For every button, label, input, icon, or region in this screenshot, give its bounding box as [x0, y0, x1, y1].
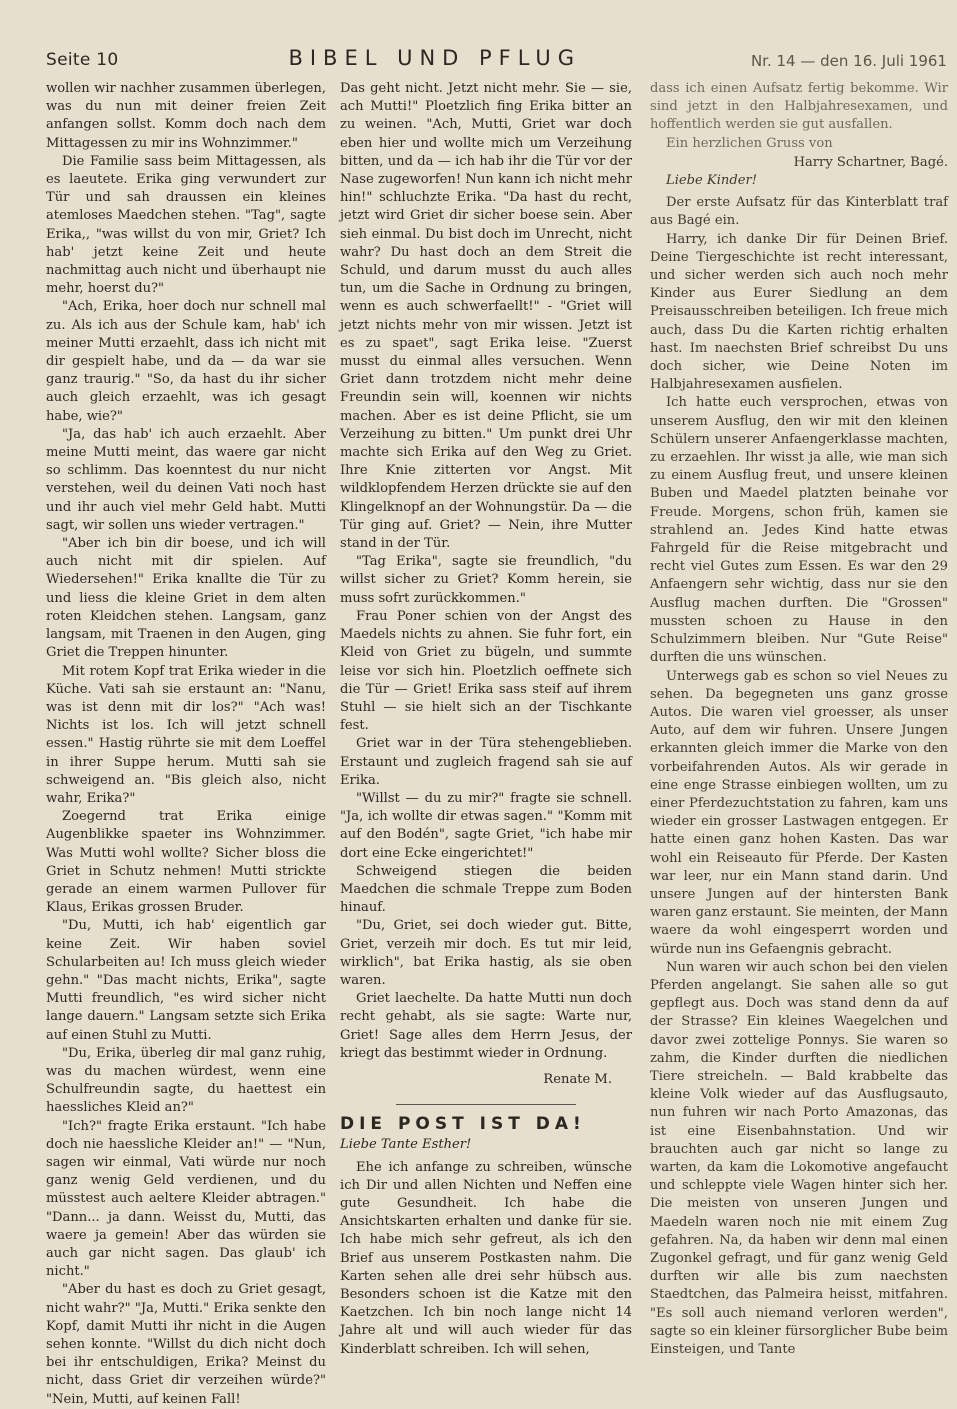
paragraph: Zoegernd trat Erika einige Augenblikke spaeter ins Wohnzimmer. Was Mutti wohl wollte? Sicher bloss die Griet in Schutz nehmen! Mutti strickte gerade an einem warmen Pullover für Klaus, Erikas grossen Bruder. — [46, 809, 326, 916]
paragraph: Griet laechelte. Da hatte Mutti nun doch recht gehabt, als sie sagte: Warte nur, Griet! Sage alles dem Herrn Jesus, der kriegt das bestimmt wieder in Ordnung. — [340, 991, 632, 1061]
column-3 — [650, 80, 948, 1380]
letter-salutation: Liebe Kinder! — [666, 173, 757, 189]
paragraph: "Tag Erika", sagte sie freundlich, "du willst sicher zu Griet? Komm herein, sie muss sofrt zurückkommen." — [340, 554, 632, 606]
paragraph: "Ich?" fragte Erika erstaunt. "Ich habe doch nie haessliche Kleider an!" — "Nun, sagen wir einmal, Vati würde nur noch ganz wenig Geld verdienen, und du müsstest auch aeltere Kleider abtragen." "Dann... ja dann. Weisst du, Mutti, das waere ja gemein! Aber das würden sie auch gar nicht sagen. Das glaub' ich nicht." — [46, 1118, 326, 1280]
publication-title: BIBEL UND PFLUG — [288, 46, 582, 70]
paragraph: "Du, Mutti, ich hab' eigentlich gar keine Zeit. Wir haben soviel Schularbeiten au! Ich muss gleich wieder gehn." "Das macht nichts, Erika", sagte Mutti freundlich, "es wird sicher nicht lange dauern." Langsam setzte sich Erika auf einen Stuhl zu Mutti. — [46, 918, 326, 1043]
paragraph: Schweigend stiegen die beiden Maedchen die schmale Treppe zum Boden hinauf. — [340, 863, 632, 916]
paragraph: dass ich einen Aufsatz fertig bekomme. Wir sind jetzt in den Halbjahresexamen, und hoffentlich werden sie gut ausfallen. — [650, 81, 948, 133]
section-heading: DIE POST IST DA! — [340, 1114, 586, 1135]
paragraph: Ich hatte euch versprochen, etwas von unserem Ausflug, den wir mit den kleinen Schülern unserer Anfaengerklasse machten, zu erzaehlen. Ihr wisst ja alle, wie man sich zu einem Ausflug freut, und unsere kleinen Buben und Maedel platzten beinahe vor Freude. Morgens, schon früh, kamen sie strahlend an. Jedes Kind hatte etwas Fahrgeld für die Reise mitgebracht und recht viel Gutes zum Essen. Es war den 29 Anfaengern sehr wichtig, dass nur sie den Ausflug machen durften. Die "Grossen" mussten schoen zu Hause in den Schulzimmern bleiben. Nur "Gute Reise" durften die uns wünschen. — [650, 395, 948, 666]
paragraph: Mit rotem Kopf trat Erika wieder in die Küche. Vati sah sie erstaunt an: "Nanu, was ist denn mit dir los?" "Ach was! Nichts ist los. Ich will jetzt schnell essen." Hastig rührte sie mit dem Loeffel in ihrer Suppe herum. Mutti sah sie schweigend an. "Bis gleich also, nicht wahr, Erika?" — [46, 663, 326, 806]
paragraph: Nun waren wir auch schon bei den vielen Pferden angelangt. Sie sahen alle so gut gepflegt aus. Doch was stand denn da auf der Strasse? Ein kleines Waegelchen und davor zwei zottelige Ponnys. Sie waren so zahm, die Kinder durften die niedlichen Tiere streicheln. — Bald krabbelte das kleine Volk wieder auf das Ausflugsauto, nun fuhren wir nach Porto Amazonas, das ist eine Eisenbahnstation. Und wir brauchten auch gar nicht so lange zu warten, da kam die Lokomotive angefaucht und schleppte viele Wagen hinter sich her. Die meisten von unseren Jungen und Maedeln waren noch nie mit einem Zug gefahren. Na, da haben wir denn mal einen Zugonkel gefragt, und für ganz wenig Geld durften wir alle bis zum naechsten Staedtchen, das Palmeira heisst, mitfahren. "Es soll auch niemand verloren werden", sagte so ein kleiner fürsorglicher Bube beim Einsteigen, und Tante — [650, 959, 948, 1358]
paragraph: Der erste Aufsatz für das Kinterblatt traf aus Bagé ein. — [650, 195, 948, 229]
paragraph: Die Familie sass beim Mittagessen, als es laeutete. Erika ging verwundert zur Tür und sah draussen ein kleines atemloses Maedchen stehen. "Tag", sagte Erika,, "was willst du von mir, Griet? Ich hab' jetzt keine Zeit und heute nachmittag auch nicht und überhaupt nie mehr, hoerst du?" — [46, 153, 326, 297]
issue-date: Nr. 14 — den 16. Juli 1961 — [750, 52, 947, 70]
page-number: Seite 10 — [46, 50, 119, 70]
paragraph: Unterwegs gab es schon so viel Neues zu sehen. Da begegneten uns ganz grosse Autos. Die waren viel groesser, als unser Auto, auf dem wir fuhren. Unsere Jungen erkannten gleich immer die Marke von den vorbeifahrenden Autos. Als wir gerade in eine enge Strasse einbiegen wollten, um zu einer Pferdezuchtstation zu fahren, kam uns wieder ein grosser Lastwagen entgegen. Er hatte einen ganz hohen Kasten. Das war wohl ein Reiseauto für Pferde. Der Kasten war leer, nur ein Mann stand darin. Und unsere Jungen auf der hintersten Bank waren ganz erstaunt. Sie meinten, der Mann waere da wohl eingesperrt worden und würde nun ins Gefaengnis gebracht. — [650, 668, 948, 957]
column-1 — [46, 80, 326, 1407]
paragraph: Harry, ich danke Dir für Deinen Brief. Deine Tiergeschichte ist recht interessant, und sicher werden sich auch noch mehr Kinder aus Eurer Siedlung an dem Preisausschreiben beteiligen. Ich freue mich auch, dass Du die Karten richtig erhalten hast. Im naechsten Brief schreibst Du uns doch sicher, wie Deine Noten im Halbjahresexamen ausfielen. — [650, 231, 948, 393]
paragraph: "Du, Erika, überleg dir mal ganz ruhig, was du machen würdest, wenn eine Schulfreundin sagte, du haettest ein haessliches Kleid an?" — [46, 1045, 326, 1116]
paragraph: wollen wir nachher zusammen überlegen, was du nun mit deiner freien Zeit anfangen sollst. Komm doch nach dem Mittagessen zu mir ins Wohnzimmer." — [46, 81, 326, 151]
story-signature: Renate M. — [543, 1071, 612, 1087]
page-header — [46, 36, 947, 70]
paragraph: "Ja, das hab' ich auch erzaehlt. Aber meine Mutti meint, das waere gar nicht so schlimm. Das koenntest du nur nicht verstehen, weil du deinen Vati noch hast und ihr auch viel mehr Geld habt. Mutti sagt, wir sollen uns wieder vertragen." — [46, 426, 326, 533]
letter-closing: Ein herzlichen Gruss von — [666, 135, 833, 151]
paragraph: Griet war in der Türa stehengeblieben. Erstaunt und zugleich fragend sah sie auf Erika. — [340, 736, 632, 788]
letter-author: Harry Schartner, Bagé. — [793, 154, 948, 170]
paragraph: "Ach, Erika, hoer doch nur schnell mal zu. Als ich aus der Schule kam, hab' ich meiner Mutti erzaehlt, dass ich nicht mit dir gespielt habe, und da — da war sie ganz traurig." "So, da hast du ihr sicher auch gleich erzaehlt, was ich gesagt habe, wie?" — [46, 299, 326, 424]
letter-salutation: Liebe Tante Esther! — [340, 1137, 472, 1153]
column-2 — [340, 80, 632, 1380]
paragraph: "Du, Griet, sei doch wieder gut. Bitte, Griet, verzeih mir doch. Es tut mir leid, wirklich", bat Erika hastig, als sie oben waren. — [340, 918, 632, 988]
paragraph: Ehe ich anfange zu schreiben, wünsche ich Dir und allen Nichten und Neffen eine gute Gesundheit. Ich habe die Ansichtskarten erhalten und danke für sie. Ich habe mich sehr gefreut, als ich den Brief aus unserem Postkasten nahm. Die Karten sehen alle drei sehr hübsch aus. Besonders schoen ist die Katze mit den Kaetzchen. Ich bin noch lange nicht 14 Jahre alt und will auch wieder für das Kinderblatt schreiben. Ich will sehen, — [340, 1159, 632, 1357]
paragraph: "Willst — du zu mir?" fragte sie schnell. "Ja, ich wollte dir etwas sagen." "Komm mit auf den Bodén", sagte Griet, "ich habe mir dort eine Ecke eingerichtet!" — [340, 790, 632, 861]
paragraph: "Aber ich bin dir boese, und ich will auch nicht mit dir spielen. Auf Wiedersehen!" Erika knallte die Tür zu und liess die kleine Griet in dem alten roten Kleidchen stehen. Langsam, ganz langsam, mit Traenen in den Augen, ging Griet die Treppen hinunter. — [46, 536, 326, 661]
paragraph: "Aber du hast es doch zu Griet gesagt, nicht wahr?" "Ja, Mutti." Erika senkte den Kopf, damit Mutti ihr nicht in die Augen sehen konnte. "Willst du dich nicht doch bei ihr entschuldigen, Erika? Meinst du nicht, dass Griet dir verzeihen würde?" "Nein, Mutti, auf keinen Fall! — [46, 1282, 326, 1407]
paragraph: Frau Poner schien von der Angst des Maedels nichts zu ahnen. Sie fuhr fort, ein Kleid von Griet zu bügeln, und summte leise vor sich hin. Ploetzlich oeffnete sich die Tür — Griet! Erika sass steif auf ihrem Stuhl — sie hielt sich an der Tischkante fest. — [340, 608, 632, 734]
paragraph: Das geht nicht. Jetzt nicht mehr. Sie — sie, ach Mutti!" Ploetzlich fing Erika bitter an zu weinen. "Ach, Mutti, Griet war doch eben hier und wollte mich um Verzeihung bitten, und da — ich hab ihr die Tür vor der Nase zugeworfen! Nun kann ich nicht mehr hin!" schluchzte Erika. "Da hast du recht, jetzt wird Griet dir sicher boese sein. Aber sieh einmal. Du bist doch im Unrecht, nicht wahr? Du hast doch an dem Streit die Schuld, und darum musst du auch alles tun, um die Sache in Ordnung zu bringen, wenn es auch schwerfaellt!" - "Griet will jetzt nichts mehr von mir wissen. Jetzt ist es zu spaet", sagt Erika leise. "Zuerst musst du einmal alles versuchen. Wenn Griet dann trotzdem nicht mehr deine Freundin sein will, koennen wir nichts machen. Aber es ist deine Pflicht, sie um Verzeihung zu bitten." Um punkt drei Uhr machte sich Erika auf den Weg zu Griet. Ihre Knie zitterten vor Angst. Mit wildklopfendem Herzen drückte sie auf den Klingelknopf an der Wohnungstür. Da — die Tür ging auf. Griet? — Nein, ihre Mutter stand in der Tür. — [340, 81, 632, 552]
section-divider — [396, 1104, 576, 1105]
